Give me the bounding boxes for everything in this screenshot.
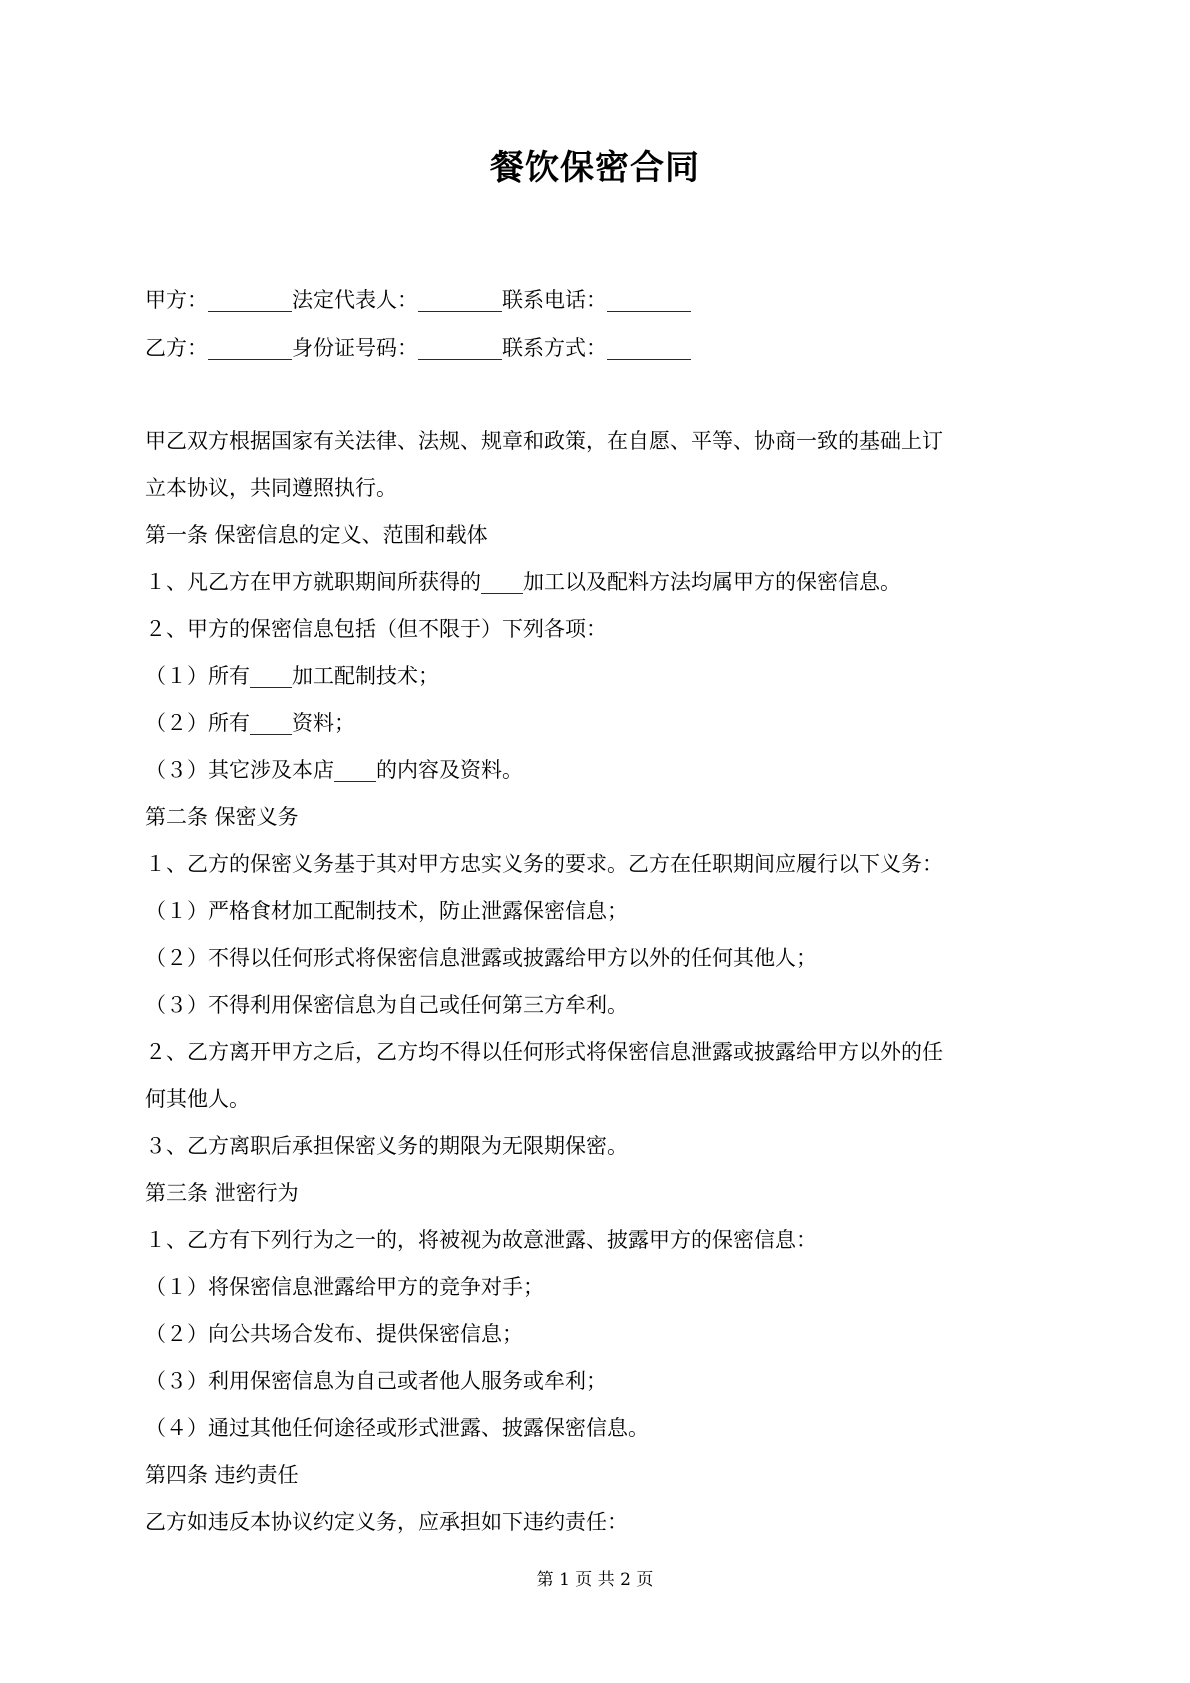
intro-line: 甲乙双方根据国家有关法律、法规、规章和政策，在自愿、平等、协商一致的基础上订: [145, 429, 943, 453]
clause-line: ２、甲方的保密信息包括（但不限于）下列各项：: [145, 617, 607, 641]
article-heading: 第二条 保密义务: [145, 805, 299, 829]
clause-line: ３、乙方离职后承担保密义务的期限为无限期保密。: [145, 1134, 628, 1158]
party-b-line: 乙方：________身份证号码：________联系方式：________: [145, 336, 691, 360]
clause-line: （１）将保密信息泄露给甲方的竞争对手；: [145, 1275, 544, 1299]
document-title: 餐饮保密合同: [490, 148, 700, 188]
clause-line: １、凡乙方在甲方就职期间所获得的____加工以及配料方法均属甲方的保密信息。: [145, 570, 901, 594]
party-a-line: 甲方：________法定代表人：________联系电话：________: [145, 288, 691, 312]
parties-block: [145, 276, 1065, 372]
page-footer: 第 1 页 共 2 页: [536, 1570, 654, 1590]
clause-line: １、乙方的保密义务基于其对甲方忠实义务的要求。乙方在任职期间应履行以下义务：: [145, 852, 943, 876]
clause-line: ２、乙方离开甲方之后，乙方均不得以任何形式将保密信息泄露或披露给甲方以外的任: [145, 1040, 943, 1064]
clause-line: （３）利用保密信息为自己或者他人服务或牟利；: [145, 1369, 607, 1393]
clause-line: （１）所有____加工配制技术；: [145, 664, 439, 688]
clause-line: （２）向公共场合发布、提供保密信息；: [145, 1322, 523, 1346]
clause-line: １、乙方有下列行为之一的，将被视为故意泄露、披露甲方的保密信息：: [145, 1228, 817, 1252]
article-heading: 第四条 违约责任: [145, 1463, 299, 1487]
article-heading: 第一条 保密信息的定义、范围和载体: [145, 523, 488, 547]
clause-line: （４）通过其他任何途径或形式泄露、披露保密信息。: [145, 1416, 649, 1440]
clause-line: 何其他人。: [145, 1087, 250, 1111]
clause-line: （２）所有____资料；: [145, 711, 355, 735]
clause-line: （３）其它涉及本店____的内容及资料。: [145, 758, 523, 782]
clause-line: （３）不得利用保密信息为自己或任何第三方牟利。: [145, 993, 628, 1017]
article-heading: 第三条 泄密行为: [145, 1181, 299, 1205]
intro-line: 立本协议，共同遵照执行。: [145, 476, 397, 500]
clause-line: （１）严格食材加工配制技术，防止泄露保密信息；: [145, 899, 628, 923]
clause-line: （２）不得以任何形式将保密信息泄露或披露给甲方以外的任何其他人；: [145, 946, 817, 970]
contract-body: [145, 418, 1065, 1546]
clause-line: 乙方如违反本协议约定义务，应承担如下违约责任：: [145, 1510, 628, 1534]
